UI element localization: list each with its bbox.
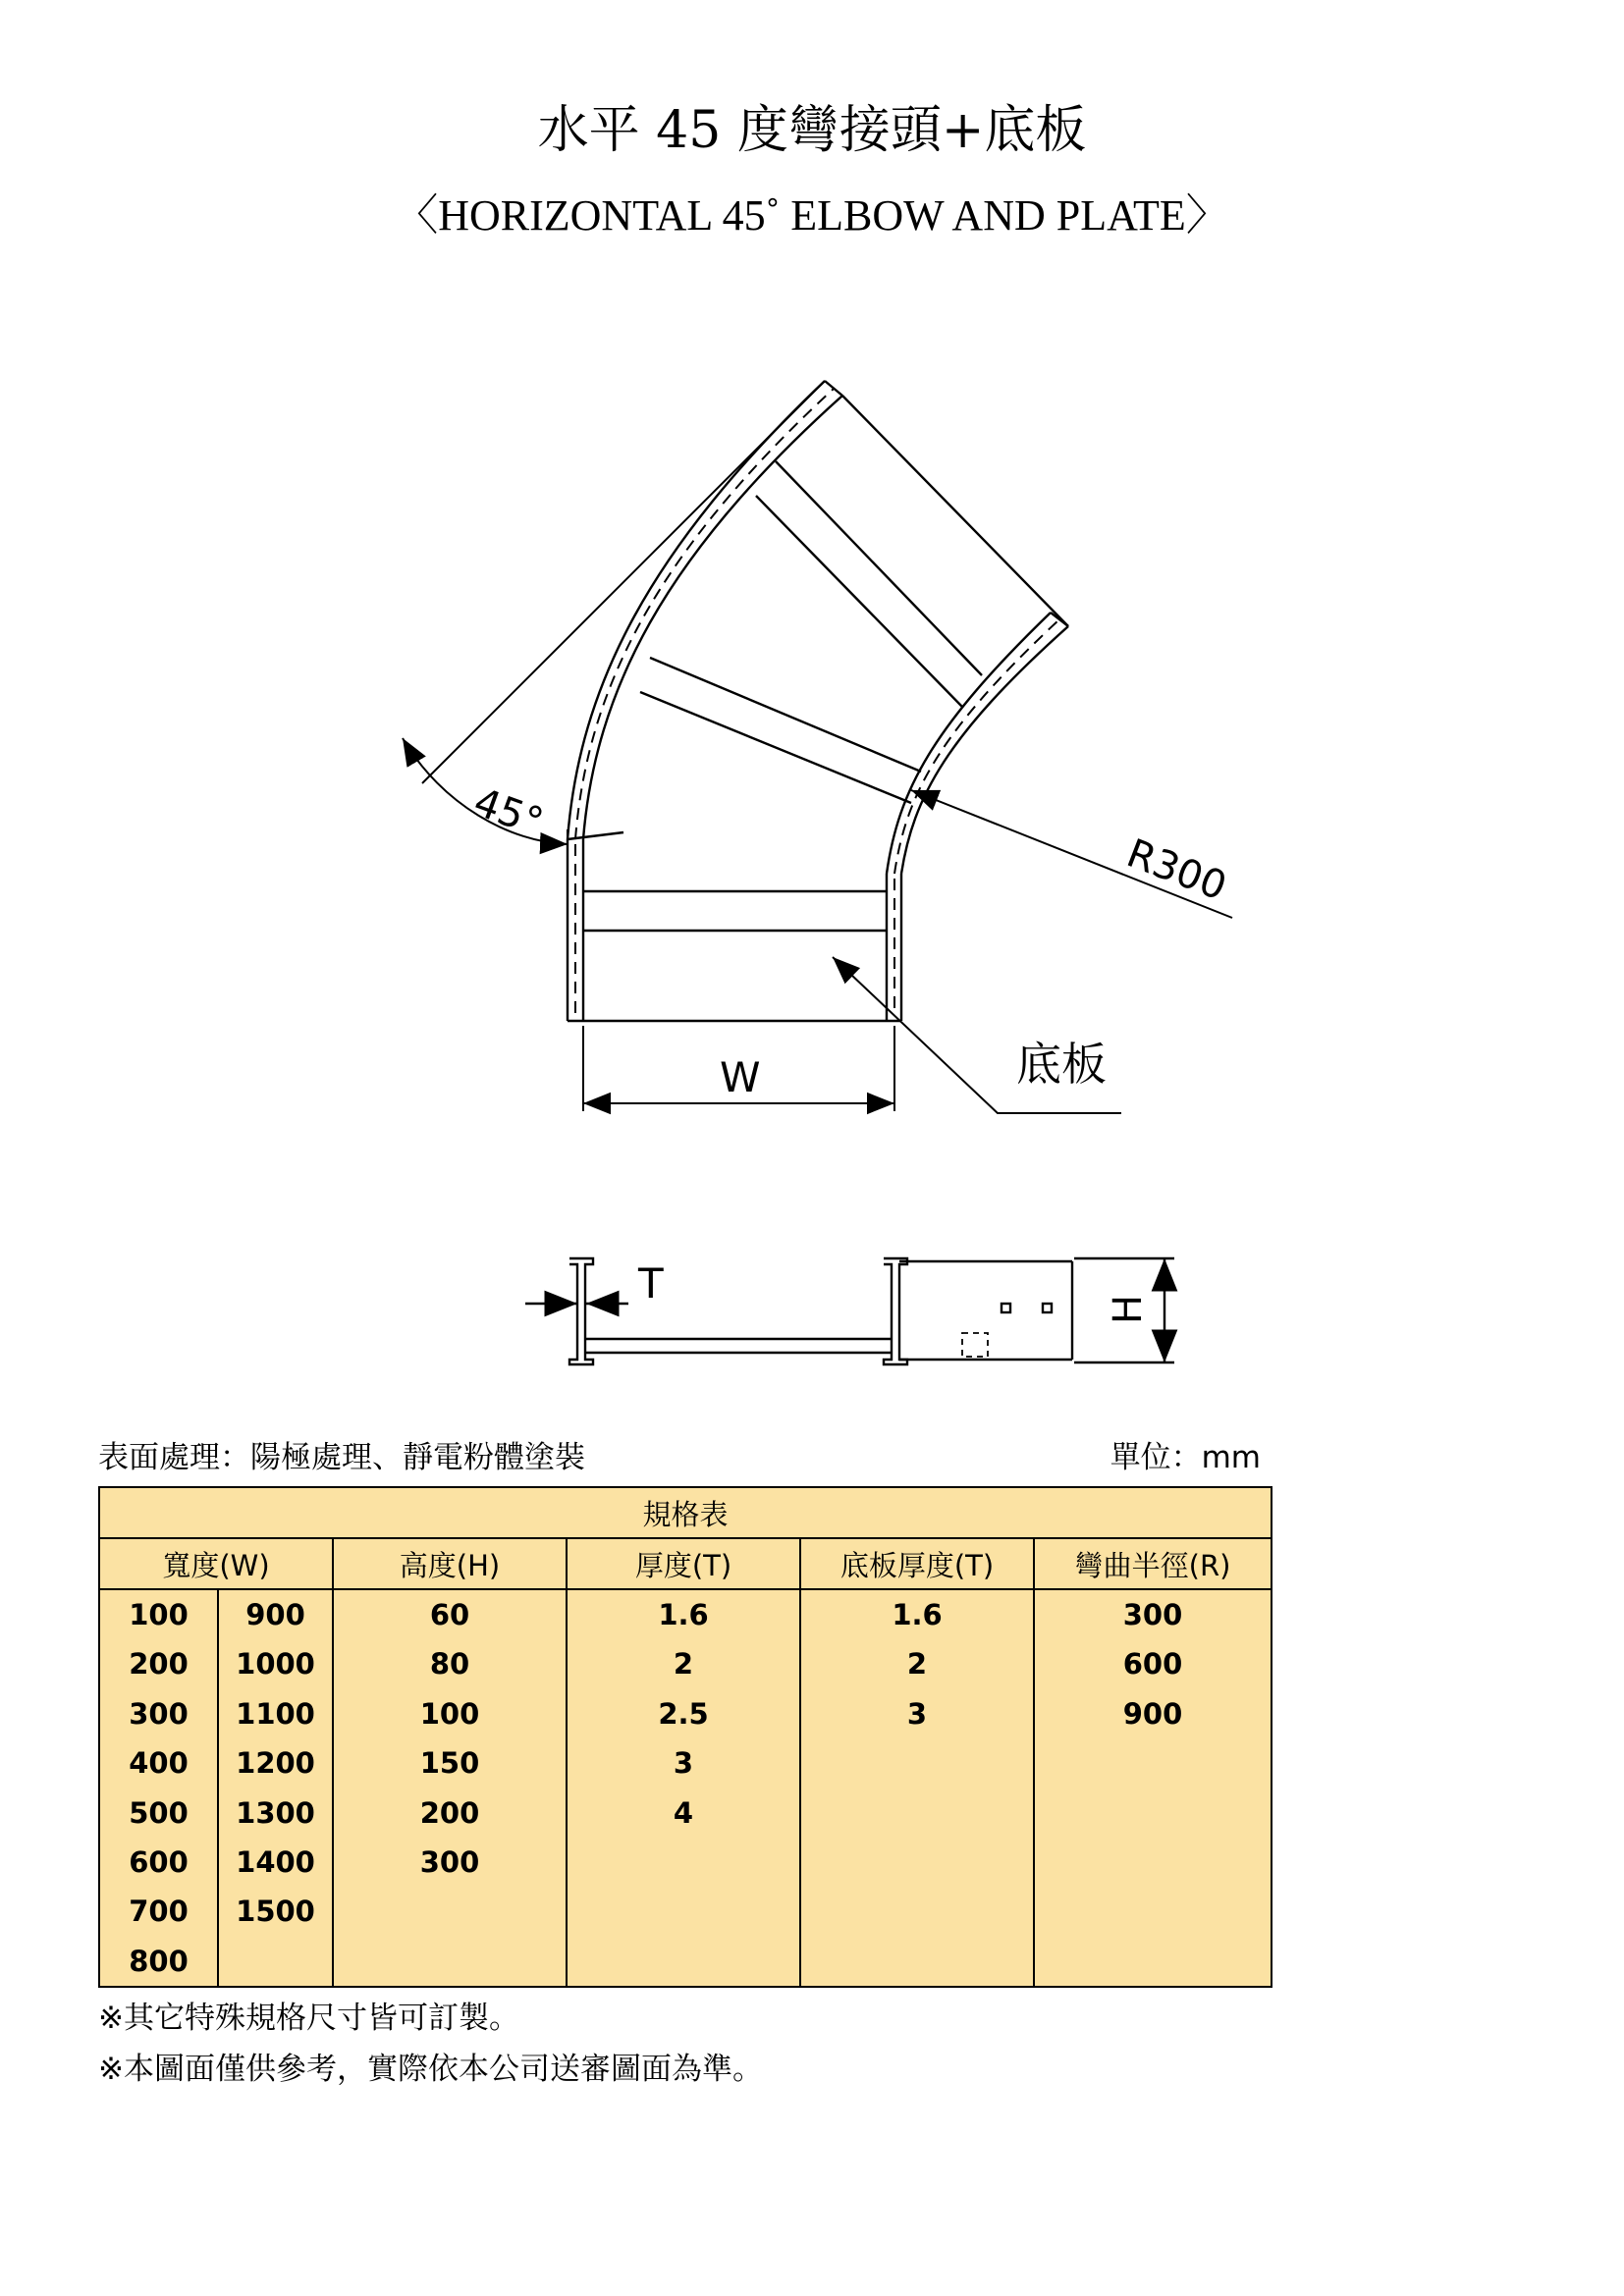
width-value: 600 bbox=[129, 1844, 189, 1879]
thickness-value: 2 bbox=[673, 1647, 694, 1682]
width-value: 1200 bbox=[236, 1746, 315, 1781]
thickness-value: 4 bbox=[673, 1795, 694, 1830]
height-label: H bbox=[1106, 1294, 1151, 1324]
width-value: 1300 bbox=[236, 1795, 315, 1830]
section-hole-2 bbox=[1043, 1304, 1052, 1312]
section-left-profile bbox=[569, 1258, 593, 1364]
width-column-2 bbox=[218, 1589, 333, 1987]
header-bend-radius: 彎曲半徑(R) bbox=[1034, 1538, 1272, 1589]
width-value: 500 bbox=[129, 1795, 189, 1830]
angled-end-line bbox=[842, 396, 1068, 626]
width-value: 700 bbox=[129, 1895, 189, 1929]
page-subtitle: 〈HORIZONTAL 45˚ ELBOW AND PLATE〉 bbox=[395, 191, 1229, 240]
header-plate-thickness: 底板厚度(T) bbox=[800, 1538, 1034, 1589]
plate-thickness-value: 3 bbox=[906, 1696, 928, 1731]
radius-label: R300 bbox=[1120, 830, 1233, 910]
header-thickness: 厚度(T) bbox=[567, 1538, 800, 1589]
thickness-label: T bbox=[638, 1259, 664, 1308]
width-label: W bbox=[720, 1053, 761, 1101]
width-value: 300 bbox=[129, 1696, 189, 1731]
width-value: 1000 bbox=[236, 1647, 315, 1682]
plate-thickness-value: 1.6 bbox=[892, 1598, 943, 1631]
angle-extension-line bbox=[422, 381, 825, 783]
cross-member-5 bbox=[650, 658, 921, 772]
left-curve-hidden bbox=[575, 389, 834, 839]
height-value: 200 bbox=[419, 1795, 480, 1830]
bend-radius-value: 900 bbox=[1122, 1696, 1183, 1731]
width-value: 800 bbox=[129, 1944, 189, 1978]
width-value: 100 bbox=[129, 1598, 189, 1631]
bend-radius-value: 300 bbox=[1122, 1598, 1183, 1631]
cross-member-6 bbox=[640, 692, 911, 803]
note-custom-sizes: ※其它特殊規格尺寸皆可訂製。 bbox=[98, 2001, 519, 2036]
height-value: 80 bbox=[429, 1647, 470, 1682]
height-value: 300 bbox=[419, 1844, 480, 1879]
thickness-value: 2.5 bbox=[658, 1696, 709, 1731]
width-column-1 bbox=[99, 1589, 218, 1987]
page-title: 水平 45 度彎接頭+底板 bbox=[537, 101, 1087, 160]
width-value: 1500 bbox=[236, 1895, 315, 1929]
angle-label: 45° bbox=[467, 779, 549, 846]
bend-radius-column bbox=[1034, 1589, 1272, 1987]
unit-label: 單位：mm bbox=[1110, 1440, 1261, 1475]
left-curve-inner bbox=[583, 396, 842, 839]
header-width: 寬度(W) bbox=[99, 1538, 333, 1589]
plate-thickness-value: 2 bbox=[906, 1647, 928, 1682]
surface-treatment: 表面處理：陽極處理、靜電粉體塗裝 bbox=[98, 1440, 585, 1475]
plate-label: 底板 bbox=[1016, 1038, 1107, 1091]
thickness-value: 3 bbox=[673, 1746, 694, 1781]
table-caption: 規格表 bbox=[99, 1487, 1272, 1538]
note-reference-only: ※本圖面僅供參考，實際依本公司送審圖面為準。 bbox=[98, 2052, 763, 2087]
width-value: 1100 bbox=[236, 1696, 315, 1731]
section-hole-1 bbox=[1001, 1304, 1010, 1312]
spec-table bbox=[98, 1486, 1272, 1988]
width-value: 200 bbox=[129, 1647, 189, 1682]
section-slot-hidden bbox=[962, 1333, 988, 1357]
notes bbox=[98, 1993, 763, 2095]
cross-member-4 bbox=[756, 496, 962, 707]
header-height: 高度(H) bbox=[333, 1538, 567, 1589]
angled-end-cap-top bbox=[825, 381, 842, 396]
section-right-profile bbox=[884, 1258, 907, 1364]
height-column bbox=[333, 1589, 567, 1987]
height-value: 100 bbox=[419, 1696, 480, 1731]
width-value: 900 bbox=[245, 1598, 305, 1631]
plate-thickness-column bbox=[800, 1589, 1034, 1987]
height-value: 60 bbox=[429, 1598, 470, 1631]
thickness-value: 1.6 bbox=[658, 1598, 709, 1631]
right-curve-outer bbox=[901, 626, 1068, 874]
width-value: 400 bbox=[129, 1746, 189, 1781]
cross-member-3 bbox=[776, 461, 982, 675]
height-value: 150 bbox=[419, 1746, 480, 1781]
bend-radius-value: 600 bbox=[1122, 1647, 1183, 1682]
width-value: 1400 bbox=[236, 1844, 315, 1879]
thickness-column bbox=[567, 1589, 800, 1987]
